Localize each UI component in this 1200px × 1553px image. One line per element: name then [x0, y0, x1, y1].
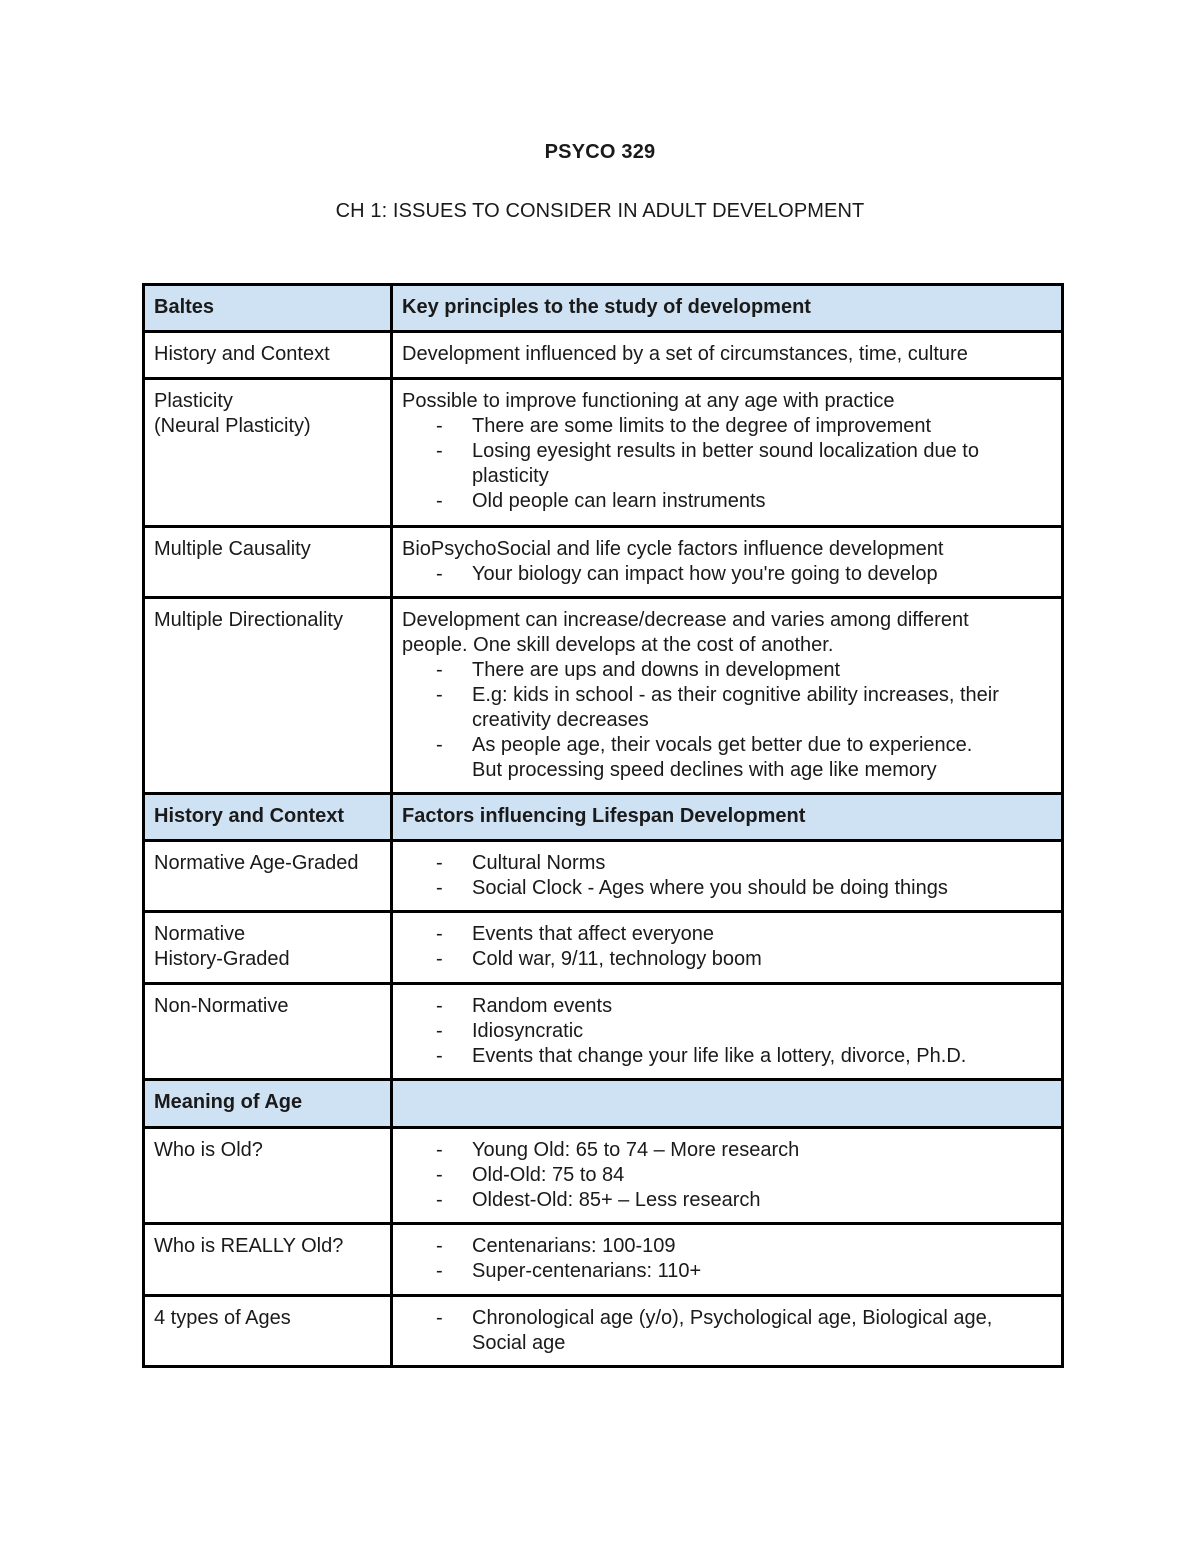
list-item-text: Cold war, 9/11, technology boom: [472, 948, 762, 970]
topic-text: Normative Age-Graded: [154, 852, 359, 874]
document-subtitle: CH 1: ISSUES TO CONSIDER IN ADULT DEVELOPMENT: [335, 200, 865, 222]
list-item: [402, 683, 1053, 733]
section-description-cell: [392, 794, 1063, 841]
list-item: [402, 414, 1053, 439]
list-item-text: As people age, their vocals get better due to experience.: [472, 734, 973, 756]
list-item-text: Social age: [472, 1332, 566, 1354]
list-item-text: Social Clock - Ages where you should be doing things: [472, 877, 948, 899]
list-item: [402, 1188, 1053, 1213]
list-item-text: Events that affect everyone: [472, 923, 715, 945]
table-header-row: [144, 285, 1063, 332]
detail-text: Factors influencing Lifespan Development: [402, 805, 806, 827]
details-cell: [392, 1296, 1063, 1367]
dash-list: [402, 562, 1053, 587]
list-item-text: Old-Old: 75 to 84: [472, 1164, 625, 1186]
list-item: [402, 876, 1053, 901]
list-item: [402, 1163, 1053, 1188]
details-cell: [392, 912, 1063, 984]
topic-text: Meaning of Age: [154, 1091, 303, 1113]
dash-bullet-icon: -: [436, 1020, 443, 1042]
table-row: [144, 841, 1063, 912]
topic-text: History and Context: [154, 343, 330, 365]
section-heading-cell: [144, 1080, 392, 1128]
list-item: [402, 947, 1053, 972]
list-item: [402, 1306, 1053, 1356]
list-item: [402, 658, 1053, 683]
topic-text: Multiple Causality: [154, 538, 311, 560]
dash-bullet-icon: -: [436, 877, 443, 899]
table-row: [144, 527, 1063, 598]
list-item-text: Super-centenarians: 110+: [472, 1260, 702, 1282]
list-item-text: There are some limits to the degree of improvement: [472, 415, 932, 437]
dash-list: [402, 1234, 1053, 1284]
dash-list: [402, 922, 1053, 972]
table-row: [144, 598, 1063, 794]
topic-cell: [144, 332, 392, 379]
details-cell: [392, 1128, 1063, 1224]
details-cell: [392, 1224, 1063, 1296]
topic-text: Multiple Directionality: [154, 609, 343, 631]
topic-cell: [144, 527, 392, 598]
detail-text: Development can increase/decrease and varies among different: [402, 609, 969, 631]
topic-text: History and Context: [154, 805, 345, 827]
topic-text: Baltes: [154, 296, 215, 318]
details-cell: [392, 598, 1063, 794]
list-item: [402, 1019, 1053, 1044]
list-item-text: Chronological age (y/o), Psychological age, Biological age,: [472, 1307, 993, 1329]
dash-bullet-icon: -: [436, 490, 443, 512]
topic-text: Normative: [154, 923, 246, 945]
topic-text: Plasticity: [154, 390, 233, 412]
topic-text: 4 types of Ages: [154, 1307, 291, 1329]
table-row: [144, 1296, 1063, 1367]
notes-table: [142, 283, 1064, 1368]
dash-list: [402, 994, 1053, 1069]
dash-bullet-icon: -: [436, 563, 443, 585]
list-item-text: Oldest-Old: 85+ – Less research: [472, 1189, 761, 1211]
list-item-text: Old people can learn instruments: [472, 490, 766, 512]
section-heading-cell: [144, 794, 392, 841]
dash-list: [402, 1306, 1053, 1356]
dash-list: [402, 658, 1053, 783]
list-item: [402, 489, 1053, 514]
dash-list: [402, 851, 1053, 901]
section-description-cell: [392, 285, 1063, 332]
table-row: [144, 332, 1063, 379]
dash-list: [402, 414, 1053, 514]
detail-text: people. One skill develops at the cost of another.: [402, 634, 834, 656]
list-item-text: Events that change your life like a lottery, divorce, Ph.D.: [472, 1045, 967, 1067]
section-description-cell: [392, 1080, 1063, 1128]
details-cell: [392, 984, 1063, 1080]
list-item-text: E.g: kids in school - as their cognitive ability increases, their: [472, 684, 999, 706]
list-item-text: Losing eyesight results in better sound localization due to: [472, 440, 979, 462]
topic-cell: [144, 1296, 392, 1367]
topic-cell: [144, 379, 392, 527]
dash-bullet-icon: -: [436, 684, 443, 706]
dash-bullet-icon: -: [436, 923, 443, 945]
topic-text: Non-Normative: [154, 995, 289, 1017]
list-item-text: But processing speed declines with age like memory: [472, 759, 937, 781]
list-item-text: Random events: [472, 995, 613, 1017]
dash-bullet-icon: -: [436, 415, 443, 437]
topic-cell: [144, 841, 392, 912]
dash-bullet-icon: -: [436, 734, 443, 756]
list-item: [402, 922, 1053, 947]
list-item: [402, 1044, 1053, 1069]
topic-cell: [144, 598, 392, 794]
dash-bullet-icon: -: [436, 1307, 443, 1329]
dash-bullet-icon: -: [436, 948, 443, 970]
list-item: [402, 439, 1053, 489]
topic-cell: [144, 1128, 392, 1224]
dash-bullet-icon: -: [436, 1189, 443, 1211]
notes-table-body: [144, 285, 1063, 1367]
detail-text: BioPsychoSocial and life cycle factors influence development: [402, 538, 944, 560]
topic-text: (Neural Plasticity): [154, 415, 311, 437]
list-item-text: Young Old: 65 to 74 – More research: [472, 1139, 800, 1161]
table-row: [144, 1224, 1063, 1296]
list-item-text: Your biology can impact how you're going to develop: [472, 563, 938, 585]
section-heading-cell: [144, 285, 392, 332]
topic-cell: [144, 912, 392, 984]
dash-bullet-icon: -: [436, 659, 443, 681]
dash-bullet-icon: -: [436, 1164, 443, 1186]
table-row: [144, 379, 1063, 527]
list-item-text: Idiosyncratic: [472, 1020, 584, 1042]
details-cell: [392, 841, 1063, 912]
dash-bullet-icon: -: [436, 1260, 443, 1282]
dash-bullet-icon: -: [436, 1235, 443, 1257]
list-item-text: Cultural Norms: [472, 852, 606, 874]
list-item-text: creativity decreases: [472, 709, 649, 731]
dash-bullet-icon: -: [436, 1139, 443, 1161]
dash-bullet-icon: -: [436, 440, 443, 462]
table-header-row: [144, 1080, 1063, 1128]
topic-text: Who is REALLY Old?: [154, 1235, 344, 1257]
topic-cell: [144, 1224, 392, 1296]
details-cell: [392, 379, 1063, 527]
topic-text: History-Graded: [154, 948, 290, 970]
detail-text: Key principles to the study of development: [402, 296, 811, 318]
table-header-row: [144, 794, 1063, 841]
table-row: [144, 912, 1063, 984]
detail-text: Possible to improve functioning at any age with practice: [402, 390, 895, 412]
list-item: [402, 1259, 1053, 1284]
details-cell: [392, 332, 1063, 379]
topic-text: Who is Old?: [154, 1139, 263, 1161]
list-item-text: Centenarians: 100-109: [472, 1235, 676, 1257]
table-row: [144, 1128, 1063, 1224]
details-cell: [392, 527, 1063, 598]
list-item-text: There are ups and downs in development: [472, 659, 841, 681]
dash-bullet-icon: -: [436, 995, 443, 1017]
dash-list: [402, 1138, 1053, 1213]
list-item: [402, 733, 1053, 783]
dash-bullet-icon: -: [436, 1045, 443, 1067]
detail-text: Development influenced by a set of circumstances, time, culture: [402, 343, 968, 365]
document-title: PSYCO 329: [544, 141, 656, 163]
list-item: [402, 562, 1053, 587]
list-item: [402, 851, 1053, 876]
list-item: [402, 994, 1053, 1019]
list-item-text: plasticity: [472, 465, 549, 487]
topic-cell: [144, 984, 392, 1080]
dash-bullet-icon: -: [436, 852, 443, 874]
list-item: [402, 1234, 1053, 1259]
table-row: [144, 984, 1063, 1080]
list-item: [402, 1138, 1053, 1163]
